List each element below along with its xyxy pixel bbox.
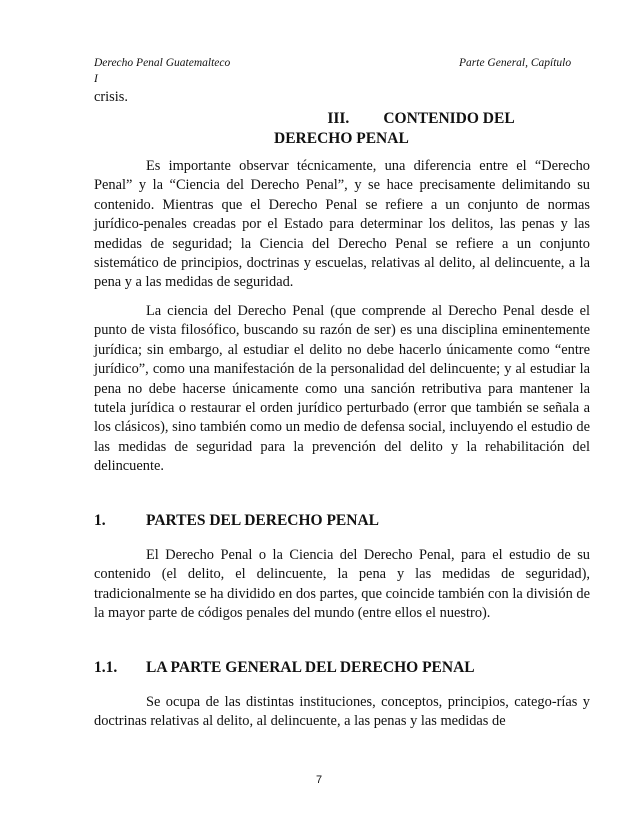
carryover-text: crisis. [94, 89, 128, 105]
chapter-number: III. [327, 110, 350, 127]
chapter-title-line1: CONTENIDO DEL [383, 110, 515, 127]
body-paragraph: Se ocupa de las distintas instituciones, conceptos, principios, catego-rías y doctrinas relativas al delito, al delincuente, a las penas y las medidas de [94, 694, 590, 730]
body-paragraph-2-wrapper [94, 302, 590, 477]
body-paragraph: Es importante observar técnicamente, una diferencia entre el “Derecho Penal” y la “Ciencia del Derecho Penal”, y se hace precisamente delimitando su contenido. Mientras que el Derecho Penal se refiere a un conjunto de normas jurídico-penales creadas por el Estado para determinar los delitos, las penas y las medidas de seguridad; la Ciencia del Derecho Penal se refiere a un conjunto sistemático de principios, doctrinas y escuelas, relativas al delito, al delincuente, a la pena y a las medidas de seguridad. [94, 158, 590, 291]
section-title: PARTES DEL DERECHO PENAL [146, 512, 379, 529]
header-book-title: Derecho Penal Guatemalteco [94, 57, 231, 69]
section-title: LA PARTE GENERAL DEL DERECHO PENAL [146, 659, 475, 676]
body-paragraph: La ciencia del Derecho Penal (que comprende al Derecho Penal desde el punto de vista filosófico, buscando su razón de ser) es una disciplina eminentemente jurídica; sin embargo, al estudiar el delito no debe hacerlo únicamente como “entre jurídico”, como una manifestación de la personalidad del delincuente; y al estudiar la pena no debe hacerse únicamente como una sanción retributiva para mantener la tutela jurídica o restaurar el orden jurídico perturbado (error que también se señala a los clásicos), sino también como un medio de defensa social, incluyendo el estudio de las medidas de seguridad para la prevención del delito y la rehabilitación del delincuente. [94, 303, 590, 475]
section-1-1-paragraph-wrapper [94, 693, 590, 732]
running-header-right: Parte General, Capítulo [459, 57, 572, 69]
section-1-paragraph-wrapper [94, 546, 590, 624]
running-header-left [94, 55, 294, 87]
section-number: 1. [94, 512, 106, 529]
chapter-title-line2: DERECHO PENAL [274, 129, 409, 147]
section-number: 1.1. [94, 659, 118, 676]
body-paragraph-1-wrapper [94, 157, 590, 293]
page-number: 7 [315, 774, 323, 786]
body-paragraph: El Derecho Penal o la Ciencia del Derecho Penal, para el estudio de su contenido (el delito, el delincuente, la pena y las medidas de seguridad), tradicionalmente se ha dividido en dos partes, que coincide también con la división de la mayor parte de códigos penales del mundo (entre ellos el nuestro). [94, 547, 590, 622]
header-book-title-continued: I [94, 73, 98, 85]
chapter-heading [94, 109, 590, 148]
